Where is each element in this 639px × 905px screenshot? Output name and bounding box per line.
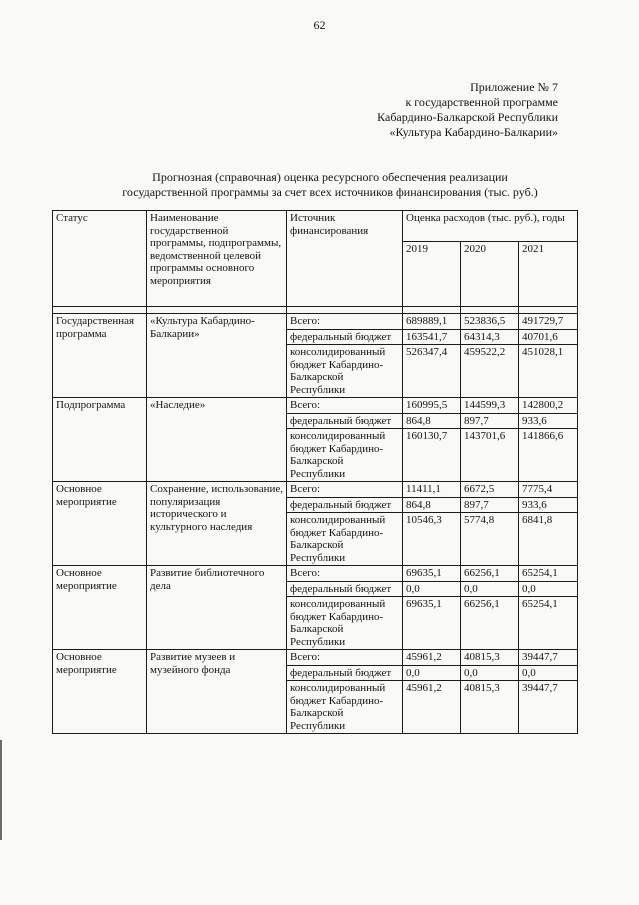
- value-cell-y2019: 45961,2: [403, 681, 461, 734]
- value-cell-y2020: 66256,1: [461, 597, 519, 650]
- status-cell: Подпрограмма: [53, 398, 147, 482]
- value-cell-y2020: 66256,1: [461, 566, 519, 582]
- value-cell-y2020: 897,7: [461, 413, 519, 429]
- separator-cell: [403, 307, 461, 314]
- separator-cell: [287, 307, 403, 314]
- table-title-line: Прогнозная (справочная) оценка ресурсного обеспечения реализации: [152, 170, 508, 184]
- value-cell-y2020: 523836,5: [461, 314, 519, 330]
- value-cell-y2019: 10546,3: [403, 513, 461, 566]
- separator-cell: [461, 307, 519, 314]
- header-year: 2019: [403, 242, 461, 307]
- source-cell: консолидированный бюджет Кабардино-Балкарской Республики: [287, 345, 403, 398]
- status-cell: Государственная программа: [53, 314, 147, 398]
- value-cell-y2020: 40815,3: [461, 681, 519, 734]
- budget-table: [52, 210, 578, 734]
- value-cell-y2019: 163541,7: [403, 329, 461, 345]
- value-cell-y2020: 459522,2: [461, 345, 519, 398]
- page-number: 62: [313, 18, 326, 32]
- value-cell-y2021: 65254,1: [519, 566, 578, 582]
- value-cell-y2021: 65254,1: [519, 597, 578, 650]
- value-cell-y2021: 39447,7: [519, 650, 578, 666]
- value-cell-y2021: 141866,6: [519, 429, 578, 482]
- value-cell-y2021: 7775,4: [519, 482, 578, 498]
- table-row: [53, 482, 578, 498]
- source-cell: Всего:: [287, 650, 403, 666]
- appendix-line: Приложение № 7: [470, 80, 558, 94]
- value-cell-y2021: 40701,6: [519, 329, 578, 345]
- value-cell-y2021: 933,6: [519, 497, 578, 513]
- table-title-line: государственной программы за счет всех источников финансирования (тыс. руб.): [122, 185, 538, 199]
- table-row: [53, 566, 578, 582]
- appendix-line: Кабардино-Балкарской Республики: [377, 110, 558, 124]
- source-cell: федеральный бюджет: [287, 329, 403, 345]
- value-cell-y2020: 0,0: [461, 581, 519, 597]
- appendix-note: [377, 80, 558, 140]
- source-cell: консолидированный бюджет Кабардино-Балкарской Республики: [287, 513, 403, 566]
- value-cell-y2019: 69635,1: [403, 566, 461, 582]
- source-cell: Всего:: [287, 482, 403, 498]
- source-cell: консолидированный бюджет Кабардино-Балкарской Республики: [287, 429, 403, 482]
- appendix-line: к государственной программе: [405, 95, 558, 109]
- source-cell: Всего:: [287, 314, 403, 330]
- value-cell-y2019: 526347,4: [403, 345, 461, 398]
- value-cell-y2021: 451028,1: [519, 345, 578, 398]
- status-cell: Основное мероприятие: [53, 650, 147, 734]
- name-cell: «Наследие»: [147, 398, 287, 482]
- value-cell-y2020: 5774,8: [461, 513, 519, 566]
- source-cell: консолидированный бюджет Кабардино-Балкарской Республики: [287, 597, 403, 650]
- header-row: [53, 211, 578, 242]
- table-row: [53, 398, 578, 414]
- table-title: [70, 170, 590, 200]
- value-cell-y2019: 69635,1: [403, 597, 461, 650]
- value-cell-y2019: 160130,7: [403, 429, 461, 482]
- value-cell-y2019: 689889,1: [403, 314, 461, 330]
- value-cell-y2019: 0,0: [403, 665, 461, 681]
- name-cell: Развитие библиотечного дела: [147, 566, 287, 650]
- value-cell-y2021: 6841,8: [519, 513, 578, 566]
- source-cell: консолидированный бюджет Кабардино-Балкарской Республики: [287, 681, 403, 734]
- value-cell-y2020: 0,0: [461, 665, 519, 681]
- name-cell: «Культура Кабардино-Балкарии»: [147, 314, 287, 398]
- value-cell-y2019: 160995,5: [403, 398, 461, 414]
- name-cell: Сохранение, использование, популяризация исторического и культурного наследия: [147, 482, 287, 566]
- value-cell-y2020: 64314,3: [461, 329, 519, 345]
- header-year: 2020: [461, 242, 519, 307]
- header-name: Наименование государственной программы, подпрограммы, ведомственной целевой программы основного мероприятия: [147, 211, 287, 307]
- source-cell: федеральный бюджет: [287, 413, 403, 429]
- status-cell: Основное мероприятие: [53, 566, 147, 650]
- value-cell-y2020: 6672,5: [461, 482, 519, 498]
- scan-margin-mark: [0, 740, 2, 840]
- source-cell: федеральный бюджет: [287, 665, 403, 681]
- value-cell-y2019: 45961,2: [403, 650, 461, 666]
- separator-row: [53, 307, 578, 314]
- value-cell-y2020: 897,7: [461, 497, 519, 513]
- status-cell: Основное мероприятие: [53, 482, 147, 566]
- header-estimate: Оценка расходов (тыс. руб.), годы: [403, 211, 578, 242]
- value-cell-y2021: 0,0: [519, 665, 578, 681]
- appendix-line: «Культура Кабардино-Балкарии»: [389, 125, 558, 139]
- header-status: Статус: [53, 211, 147, 307]
- header-source: Источник финансирования: [287, 211, 403, 307]
- source-cell: федеральный бюджет: [287, 581, 403, 597]
- value-cell-y2021: 491729,7: [519, 314, 578, 330]
- separator-cell: [53, 307, 147, 314]
- value-cell-y2019: 11411,1: [403, 482, 461, 498]
- value-cell-y2021: 933,6: [519, 413, 578, 429]
- value-cell-y2021: 0,0: [519, 581, 578, 597]
- value-cell-y2021: 39447,7: [519, 681, 578, 734]
- value-cell-y2020: 143701,6: [461, 429, 519, 482]
- value-cell-y2020: 144599,3: [461, 398, 519, 414]
- value-cell-y2021: 142800,2: [519, 398, 578, 414]
- name-cell: Развитие музеев и музейного фонда: [147, 650, 287, 734]
- value-cell-y2019: 0,0: [403, 581, 461, 597]
- table-row: [53, 650, 578, 666]
- source-cell: Всего:: [287, 398, 403, 414]
- table-row: [53, 314, 578, 330]
- value-cell-y2020: 40815,3: [461, 650, 519, 666]
- separator-cell: [147, 307, 287, 314]
- value-cell-y2019: 864,8: [403, 413, 461, 429]
- value-cell-y2019: 864,8: [403, 497, 461, 513]
- separator-cell: [519, 307, 578, 314]
- source-cell: Всего:: [287, 566, 403, 582]
- header-year: 2021: [519, 242, 578, 307]
- source-cell: федеральный бюджет: [287, 497, 403, 513]
